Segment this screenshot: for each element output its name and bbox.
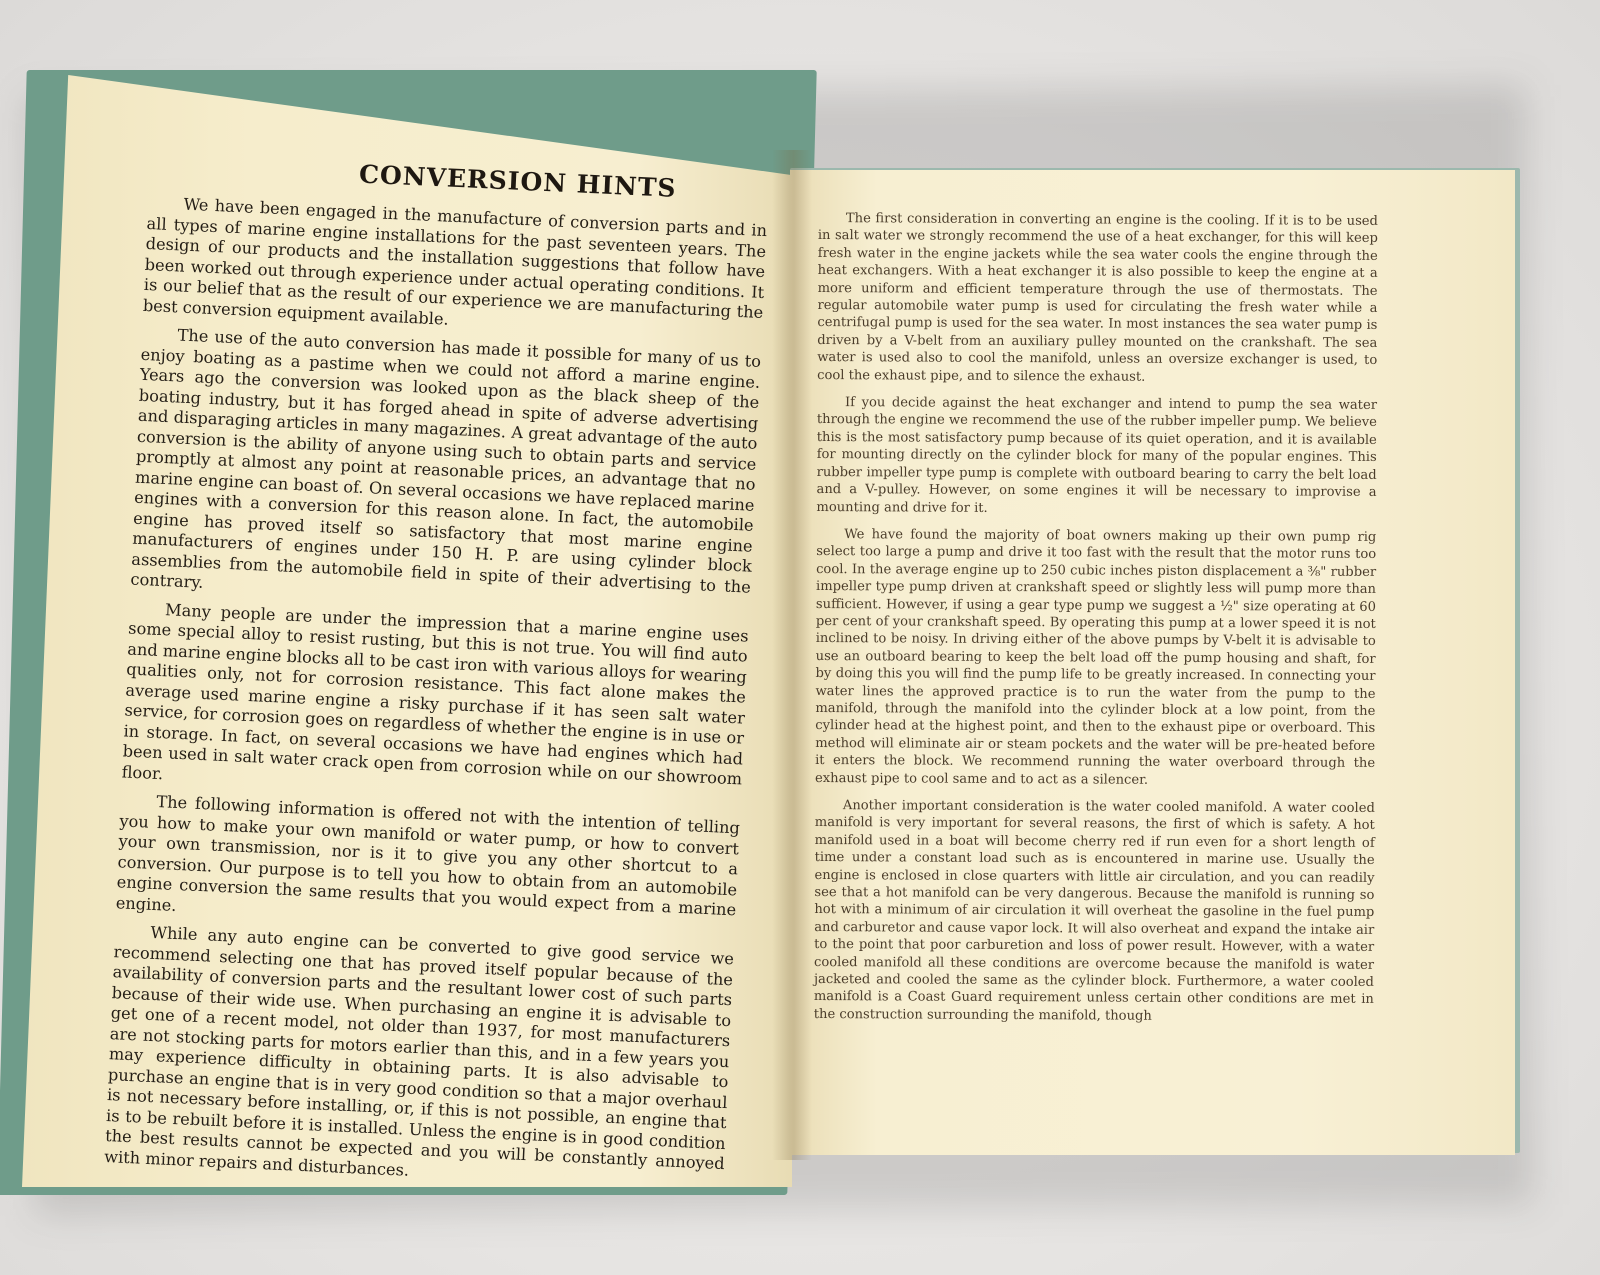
left-paragraph: We have been engaged in the manufacture of conversion parts and in all types of marine engine installations for the past seventeen years. The design of our products and the installation suggestions that follow have been worked out through experience under actual operating conditions. It is our belief that as the result of our experience we are manufacturing the best conversion equipment available. xyxy=(142,194,768,329)
left-paragraph: The following information is offered not with the intention of telling you how to make your own manifold or water pump, or how to convert your own transmission, nor is it to give you any other shortcut to a conversion. Our purpose is to tell you how to obtain from an automobile engine conversion the same results that you would expect from a marine engine. xyxy=(115,791,741,920)
book-gutter xyxy=(772,150,812,1160)
right-paragraph: Another important consideration is the water cooled manifold. A water cooled manifold is very important for several reasons, the first of which is safety. A hot manifold used in a boat will become cherry red if run even for a short length of time under a constant load such as is encountered in marine use. Usually the engine is enclosed in close quarters with little air circulation, and you can readily see that a hot manifold can be very dangerous. Because the manifold is running so hot with a minimum of air circulation it will overheat the gasoline in the fuel pump and carburetor and cause vapor lock. It will also overheat and expand the intake air to the point that poor carburetion and loss of power result. However, with a water cooled manifold all these conditions are overcome because the manifold is water jacketed and cooled the same as the cylinder block. Furthermore, a water cooled manifold is a Coast Guard requirement unless certain other conditions are met in the construction surrounding the manifold, though xyxy=(813,798,1375,1024)
left-paragraph: The use of the auto conversion has made it possible for many of us to enjoy boating as a pastime when we could not afford a marine engine. Years ago the conversion was looked upon as the black sheep of the boating industry, but it has forged ahead in spite of adverse advertising and disparaging articles in many magazines. A great advantage of the auto conversion is the ability of anyone using such to obtain parts and service promptly at almost any point at reasonable prices, an advantage that no marine engine can boast of. On several occasions we have replaced marine engines with a conversion for this reason alone. In fact, the automobile engine has proved itself so satisfactory that most marine engine manufacturers of engines under 150 H. P. are using cylinder block assemblies from the automobile field in spite of their advertising to the contrary. xyxy=(130,325,762,597)
right-page-text xyxy=(814,210,1378,1036)
left-paragraph: Many people are under the impression that a marine engine uses some special alloy to resist rusting, but this is not true. You will find auto and marine engine blocks all to be cast iron with various alloys for wearing qualities only, not for corrosion resistance. This fact alone makes the average used marine engine a risky purchase if it has seen salt water service, for corrosion goes on regardless of whether the engine is in use or in storage. In fact, on several occasions we have had engines which had been used in salt water crack open from corrosion while on our showroom floor. xyxy=(121,599,750,789)
left-page-text xyxy=(103,150,769,1203)
right-paragraph: We have found the majority of boat owners making up their own pump rig select too large a pump and drive it too fast with the result that the motor runs too cool. In the average engine up to 250 cubic inches piston displacement a ⅜" rubber impeller type pump driven at crankshaft speed or slightly less will pump more than sufficient. However, if using a gear type pump we suggest a ½" size operating at 60 per cent of your crankshaft speed. By operating this pump at a lower speed it is not inclined to be noisy. In driving either of the above pumps by V-belt it is advisable to use an outboard bearing to keep the belt load off the pump housing and shaft, for by doing this you will find the pump life to be greatly increased. In connecting your water lines the approved practice is to run the water from the pump to the manifold, through the manifold into the cylinder block at a low point, from the cylinder head at the highest point, and then to the exhaust pipe or overboard. This method will eliminate air or steam pockets and the water will be pre-heated before it enters the block. We recommend running the water overboard through the exhaust pipe to cool same and to act as a silencer. xyxy=(814,527,1377,788)
page-title: CONVERSION HINTS xyxy=(358,159,678,203)
right-paragraph: If you decide against the heat exchanger and intend to pump the sea water through the engine we recommend the use of the rubber impeller pump. We believe this is the most satisfactory pump because of its quiet operation, and it is available for mounting directly on the cylinder block for many of the popular engines. This rubber impeller type pump is complete with outboard bearing to carry the belt load and a V-pulley. However, on some engines it will be necessary to improvise a mounting and drive for it. xyxy=(816,395,1378,516)
left-paragraph: While any auto engine can be converted to give good service we recommend selecting one that has proved itself popular because of the availability of conversion parts and the resultant lower cost of such parts because of their wide use. When purchasing an engine it is advisable to get one of a recent model, not older than 1937, for most manufacturers are not stocking parts for motors earlier than this, and in a few years you may experience difficulty in obtaining parts. It is also advisable to purchase an engine that is in very good condition so that a major overhaul is not necessary before installing, or, if this is not possible, an engine that is to be rebuilt before it is installed. Unless the engine is in good condition the best results cannot be expected and you will be constantly annoyed with minor repairs and disturbances. xyxy=(103,922,735,1180)
right-paragraph: The first consideration in converting an engine is the cooling. If it is to be used in salt water we strongly recommend the use of a heat exchanger, for this will keep fresh water in the engine jackets while the sea water cools the engine through the heat exchangers. With a heat exchanger it is also possible to keep the engine at a more uniform and efficient temperature through the use of thermostats. The regular automobile water pump is used for circulating the fresh water while a centrifugal pump is used for the sea water. In most instances the sea water pump is driven by a V-belt from an auxiliary pulley mounted on the crankshaft. The sea water is used also to cool the manifold, unless an oversize exchanger is used, to cool the exhaust pipe, and to silence the exhaust. xyxy=(817,211,1378,385)
